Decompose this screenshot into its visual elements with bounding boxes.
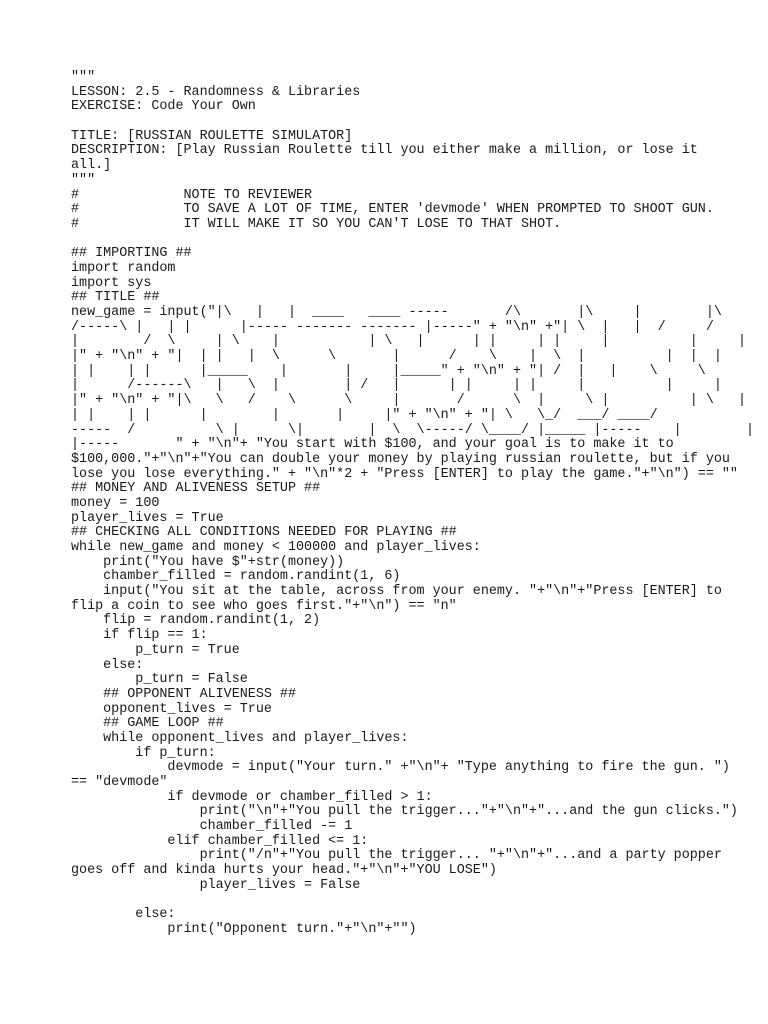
code-line: ## CHECKING ALL CONDITIONS NEEDED FOR PLAYING ## bbox=[71, 525, 457, 541]
code-line: print("Opponent turn."+"\n"+"") bbox=[71, 921, 417, 937]
code-line: ----- / \ | \| | \ \-----/ \____/ |_____ |----- | | bbox=[71, 422, 755, 438]
code-line: # NOTE TO REVIEWER bbox=[71, 187, 313, 203]
code-line: """ bbox=[71, 70, 96, 85]
code-line bbox=[71, 115, 703, 130]
code-line: print("\n"+"You pull the trigger..."+"\n"+"...and the gun clicks.") bbox=[71, 804, 738, 820]
code-line: if devmode or chamber_filled > 1: bbox=[71, 789, 433, 805]
code-line: elif chamber_filled <= 1: bbox=[71, 833, 369, 849]
code-line: # IT WILL MAKE IT SO YOU CAN'T LOSE TO THAT SHOT. bbox=[71, 216, 562, 232]
code-line: |" + "\n" + "| | | | \ \ | / \ | \ | | | | bbox=[71, 349, 722, 365]
code-line: flip = random.randint(1, 2) bbox=[71, 613, 321, 629]
code-line: money = 100 bbox=[71, 495, 160, 511]
code-line: EXERCISE: Code Your Own bbox=[71, 99, 256, 115]
code-line: goes off and kinda hurts your head."+"\n"+"YOU LOSE") bbox=[71, 863, 497, 879]
code-line: p_turn = False bbox=[71, 672, 248, 688]
code-line: all.] bbox=[71, 158, 112, 174]
code-line: while opponent_lives and player_lives: bbox=[71, 730, 409, 746]
code-line: if p_turn: bbox=[71, 745, 216, 761]
code-line: # TO SAVE A LOT OF TIME, ENTER 'devmode' WHEN PROMPTED TO SHOOT GUN. bbox=[71, 202, 714, 218]
code-line: |----- " + "\n"+ "You start with $100, and your goal is to make it to bbox=[71, 437, 674, 453]
code-line: /-----\ | | | |----- ------- ------- |-----" + "\n" +"| \ | | / / bbox=[71, 319, 714, 335]
code-line: player_lives = True bbox=[71, 510, 224, 526]
code-line: lose you lose everything." + "\n"*2 + "Press [ENTER] to play the game."+"\n") == "" bbox=[71, 466, 738, 482]
code-line: ## TITLE ## bbox=[71, 290, 160, 306]
code-line: else: bbox=[71, 657, 144, 673]
code-line: input("You sit at the table, across from your enemy. "+"\n"+"Press [ENTER] to bbox=[71, 584, 722, 600]
code-line: ## GAME LOOP ## bbox=[71, 716, 224, 732]
code-line: chamber_filled -= 1 bbox=[71, 819, 353, 835]
code-line: flip a coin to see who goes first."+"\n") == "n" bbox=[71, 598, 457, 614]
code-line: print("/n"+"You pull the trigger... "+"\n"+"...and a party popper bbox=[71, 848, 722, 864]
code-line: ## IMPORTING ## bbox=[71, 246, 192, 262]
code-line: == "devmode" bbox=[71, 775, 168, 790]
code-line: ## OPPONENT ALIVENESS ## bbox=[71, 686, 296, 702]
code-line: | | | | | | | |" + "\n" + "| \ \_/ ___/ ____/ bbox=[71, 407, 658, 423]
code-line: opponent_lives = True bbox=[71, 701, 272, 717]
code-line: if flip == 1: bbox=[71, 628, 208, 644]
code-line: new_game = input("|\ | | ____ ____ ----- /\ |\ | |\ bbox=[71, 305, 722, 320]
code-line: LESSON: 2.5 - Randomness & Libraries bbox=[71, 84, 361, 100]
code-line: chamber_filled = random.randint(1, 6) bbox=[71, 569, 401, 585]
code-line: DESCRIPTION: [Play Russian Roulette till you either make a million, or lose it bbox=[71, 143, 698, 159]
code-line: while new_game and money < 100000 and player_lives: bbox=[71, 540, 481, 555]
code-line: import random bbox=[71, 260, 176, 276]
code-line: """ bbox=[71, 172, 96, 188]
code-line: print("You have $"+str(money)) bbox=[71, 554, 345, 570]
code-line: import sys bbox=[71, 275, 152, 291]
code-line: p_turn = True bbox=[71, 642, 240, 658]
code-line: | / \ | \ | | \ | | | | | | | | bbox=[71, 334, 746, 350]
code-line: | | | | |_____ | | |_____" + "\n" + "| / | | \ \ bbox=[71, 363, 706, 379]
code-listing bbox=[71, 70, 755, 938]
code-line: TITLE: [RUSSIAN ROULETTE SIMULATOR] bbox=[71, 128, 353, 144]
code-line bbox=[71, 233, 703, 248]
code-line: ## MONEY AND ALIVENESS SETUP ## bbox=[71, 481, 321, 497]
code-line: $100,000."+"\n"+"You can double your money by playing russian roulette, but if you bbox=[71, 451, 730, 467]
code-line: player_lives = False bbox=[71, 877, 361, 893]
code-line bbox=[71, 894, 703, 909]
code-line: |" + "\n" + "|\ \ / \ \ | / \ | \ | | \ | bbox=[71, 393, 746, 409]
code-line: | /------\ | \ | | / | | | | | | | | bbox=[71, 378, 722, 394]
code-line: else: bbox=[71, 907, 176, 923]
code-line: devmode = input("Your turn." +"\n"+ "Type anything to fire the gun. ") bbox=[71, 760, 730, 776]
